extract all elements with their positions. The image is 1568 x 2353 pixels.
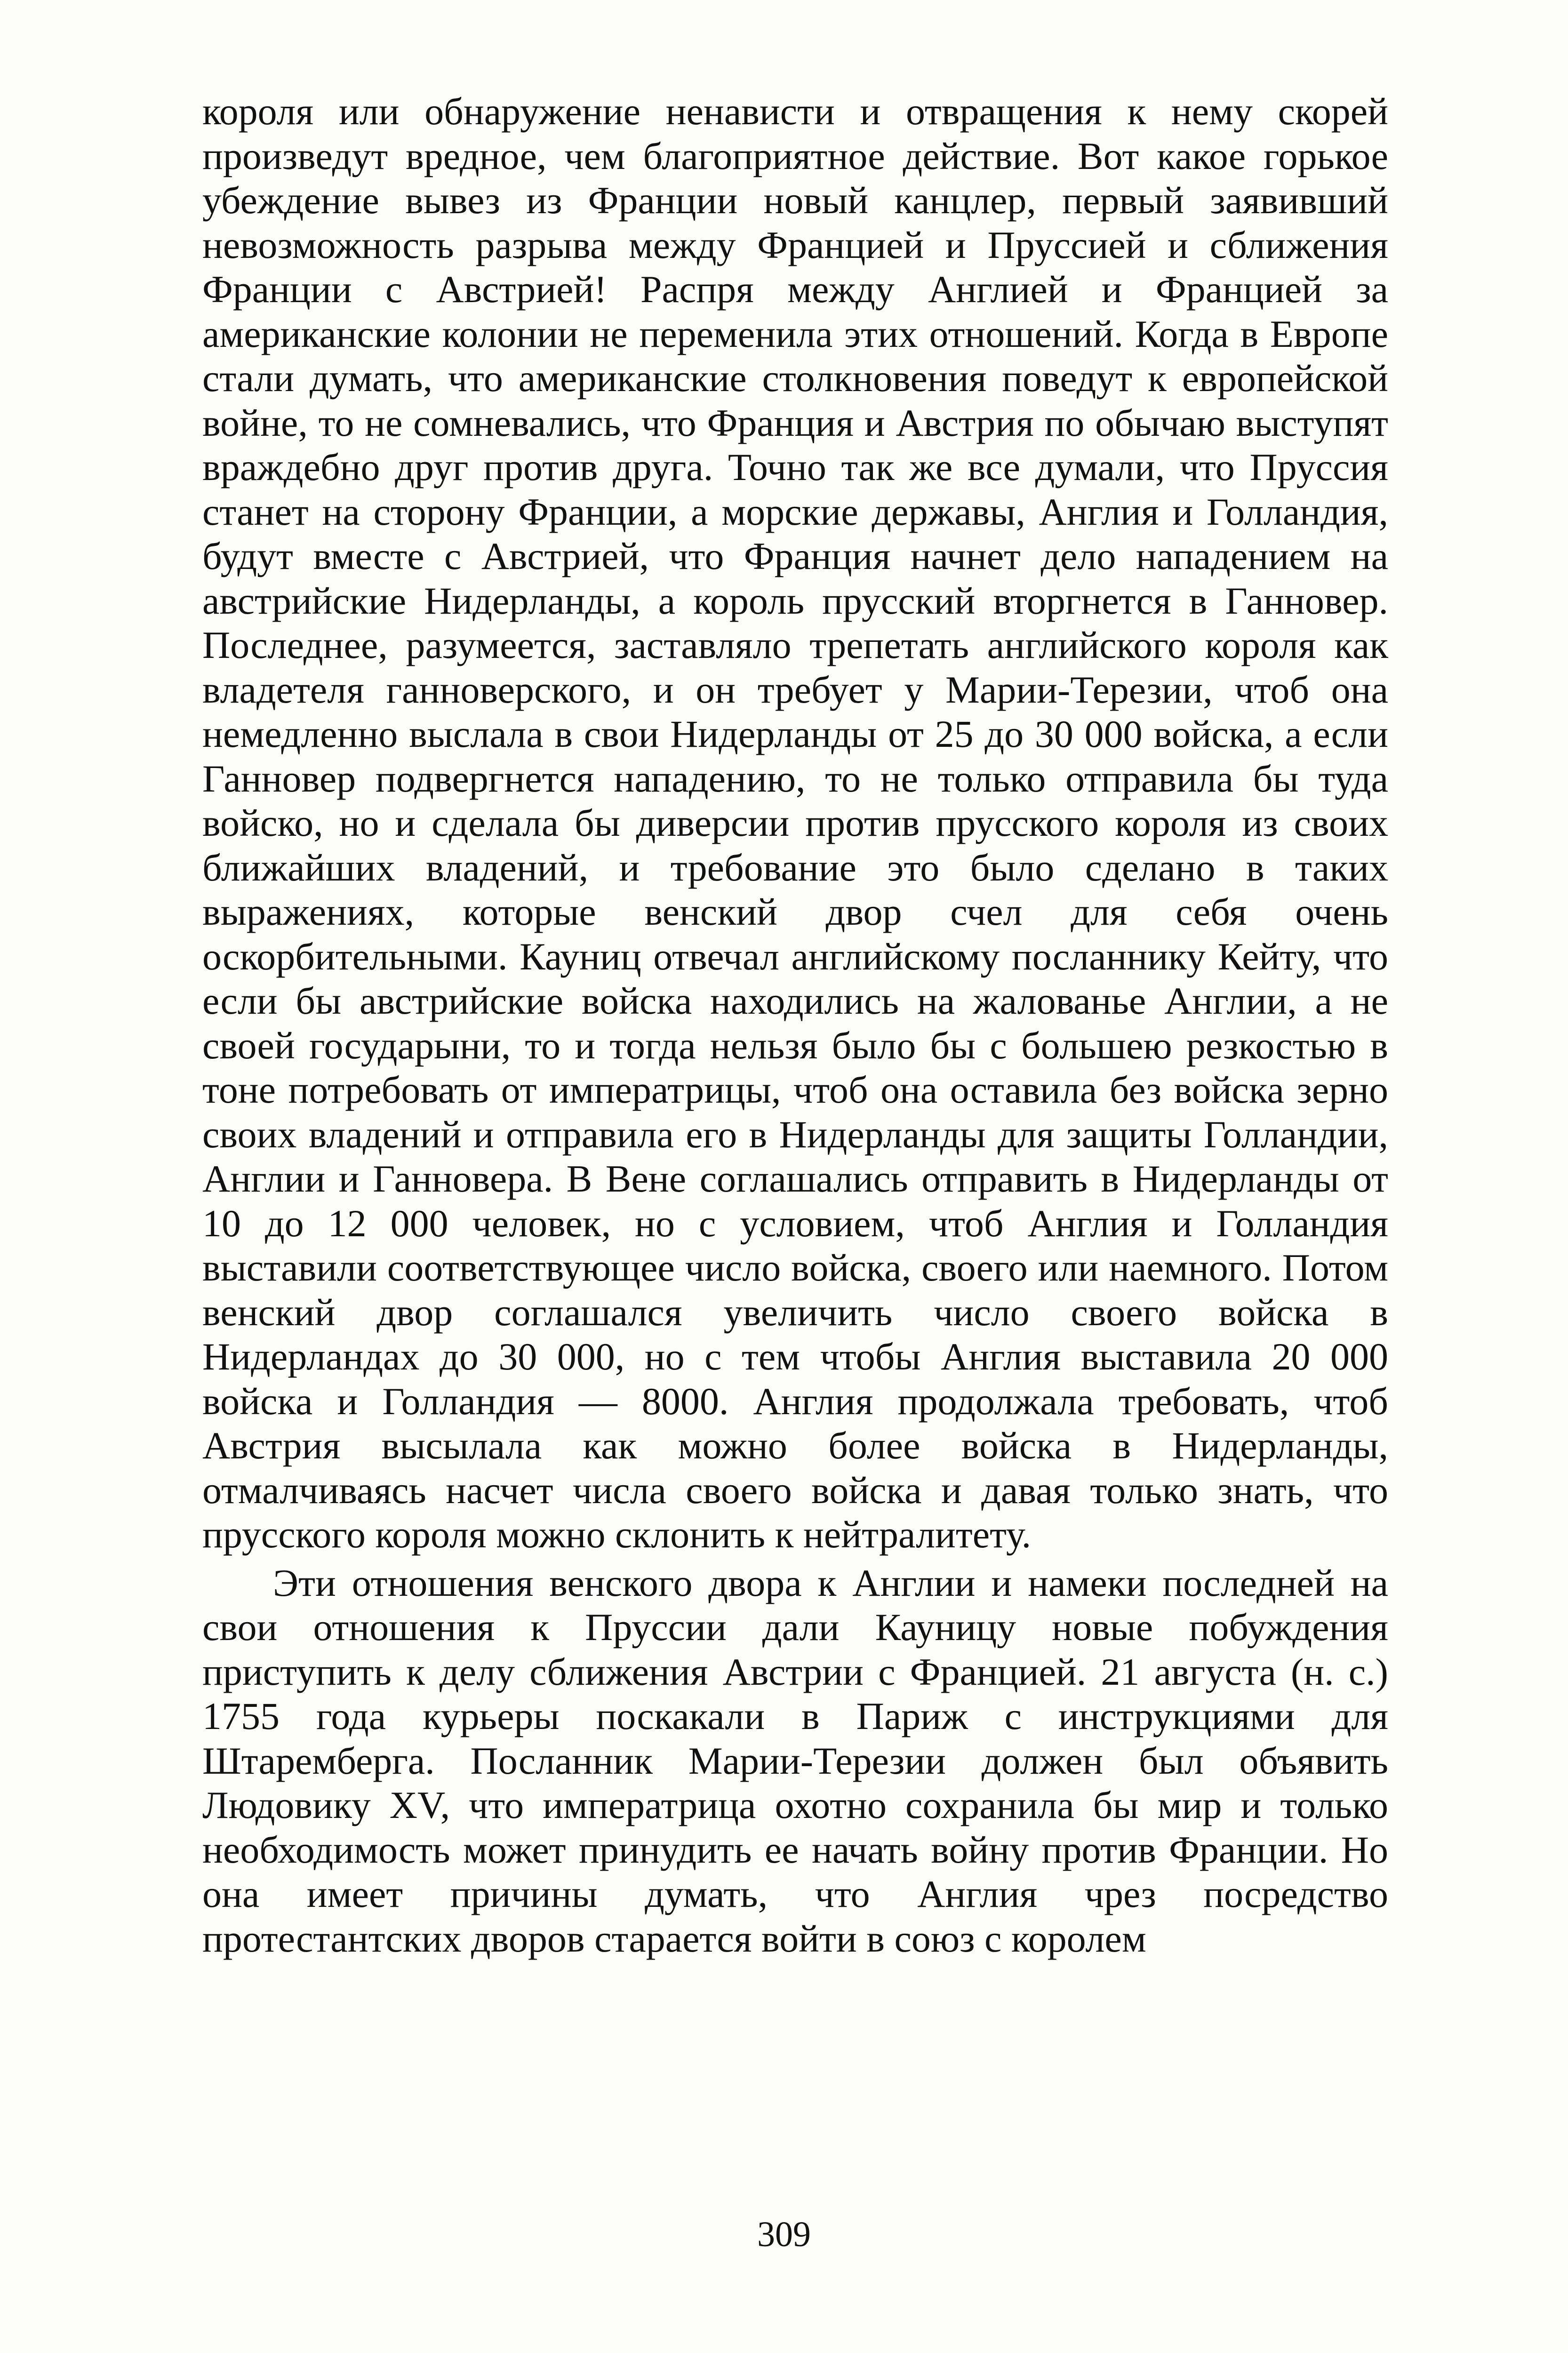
body-text (202, 89, 1388, 1961)
paragraph-2: Эти отношения венского двора к Англии и намеки последней на свои отношения к Пруссии дали Кауницу новые побуждения приступить к делу сближения Австрии с Францией. 21 августа (н. с.) 1755 года курьеры поскакали в Париж с инструкциями для Штаремберга. Посланник Марии-Терезии должен был объявить Людовику XV, что императрица охотно сохранила бы мир и только необходимость может принудить ее начать войну против Франции. Но она имеет причины думать, что Англия чрез посредство протестантских дворов старается войти в союз с королем (202, 1561, 1388, 1960)
page-number: 309 (757, 2215, 811, 2254)
paragraph-1: короля или обнаружение ненависти и отвращения к нему скорей произведут вредное, чем благоприятное действие. Вот какое горькое убеждение вывез из Франции новый канцлер, первый заявивший невозможность разрыва между Францией и Пруссией и сближения Франции с Австрией! Распря между Англией и Францией за американские колонии не переменила этих отношений. Когда в Европе стали думать, что американские столкновения поведут к европейской войне, то не сомневались, что Франция и Австрия по обычаю выступят враждебно друг против друга. Точно так же все думали, что Пруссия станет на сторону Франции, а морские державы, Англия и Голландия, будут вместе с Австрией, что Франция начнет дело нападением на австрийские Нидерланды, а король прусский вторгнется в Ганновер. Последнее, разумеется, заставляло трепетать английского короля как владетеля ганноверского, и он требует у Марии-Терезии, чтоб она немедленно выслала в свои Нидерланды от 25 до 30 000 войска, а если Ганновер подвергнется нападению, то не только отправила бы туда войско, но и сделала бы диверсии против прусского короля из своих ближайших владений, и требование это было сделано в таких выражениях, которые венский двор счел для себя очень оскорбительными. Кауниц отвечал английскому посланнику Кейту, что если бы австрийские войска находились на жалованье Англии, а не своей государыни, то и тогда нельзя было бы с большею резкостью в тоне потребовать от императрицы, чтоб она оставила без войска зерно своих владений и отправила его в Нидерланды для защиты Голландии, Англии и Ганновера. В Вене соглашались отправить в Нидерланды от 10 до 12 000 человек, но с условием, чтоб Англия и Голландия выставили соответствующее число войска, своего или наемного. Потом венский двор соглашался увеличить число своего войска в Нидерландах до 30 000, но с тем чтобы Англия выставила 20 000 войска и Голландия — 8000. Англия продолжала требовать, чтоб Австрия высылала как можно более войска в Нидерланды, отмалчиваясь насчет числа своего войска и давая только знать, что прусского короля можно склонить к нейтралитету. (202, 90, 1388, 1556)
